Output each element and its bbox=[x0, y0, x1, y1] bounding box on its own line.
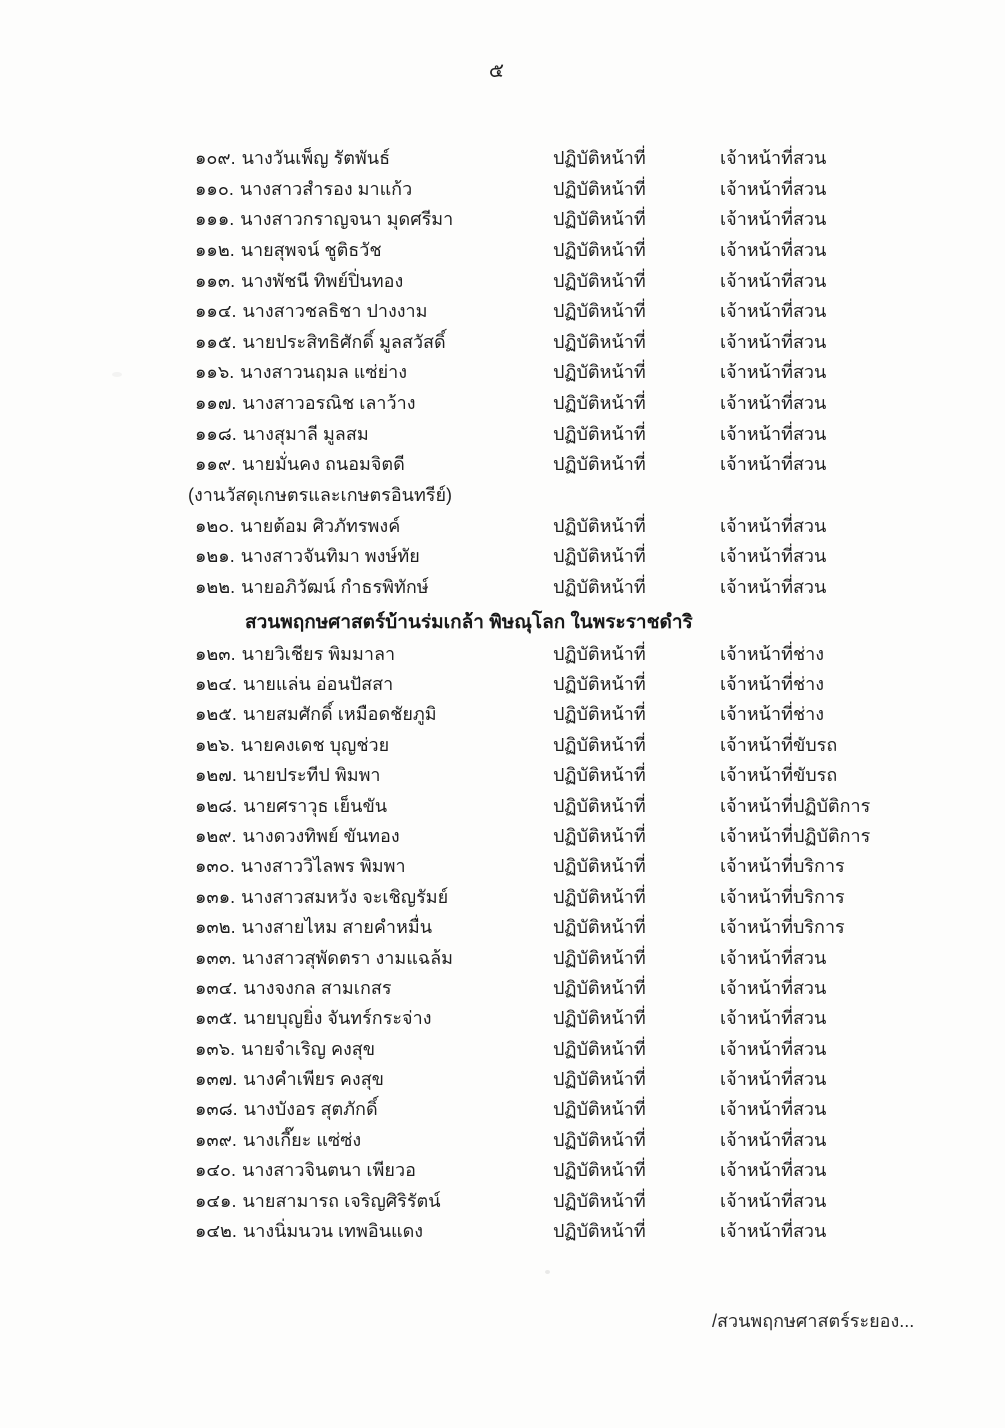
row-number-and-name bbox=[195, 357, 553, 388]
row-number: ๑๑๓. bbox=[195, 270, 236, 291]
duty-label: ปฏิบัติหน้าที่ bbox=[553, 734, 646, 755]
row-number: ๑๓๔. bbox=[195, 977, 238, 998]
row-number-and-name bbox=[195, 541, 553, 572]
row-number-and-name bbox=[195, 791, 553, 821]
duty-label: ปฏิบัติหน้าที่ bbox=[553, 765, 646, 786]
row-number: ๑๓๘. bbox=[195, 1099, 238, 1120]
person-name: นางสาวจินตนา เพียวอ bbox=[242, 1160, 416, 1181]
person-name: นางสาวนฤมล แซ่ย่าง bbox=[240, 362, 408, 383]
row-number-and-name bbox=[195, 851, 553, 881]
row-number-and-name bbox=[195, 1094, 553, 1124]
table-row bbox=[195, 419, 935, 450]
row-number: ๑๒๓. bbox=[195, 643, 236, 664]
row-number: ๑๐๙. bbox=[195, 148, 236, 168]
list-section bbox=[188, 143, 935, 603]
duty-label: ปฏิบัติหน้าที่ bbox=[553, 856, 646, 877]
row-number: ๑๑๐. bbox=[195, 178, 234, 199]
row-number: ๑๓๕. bbox=[195, 1008, 238, 1029]
table-row bbox=[195, 1216, 935, 1246]
person-name: นายวิเชียร พิมมาลา bbox=[241, 643, 396, 664]
person-name: นางสาวสุพัดตรา งามแฉล้ม bbox=[242, 947, 453, 968]
table-row bbox=[195, 851, 935, 881]
row-number: ๑๒๕. bbox=[195, 704, 237, 725]
table-row bbox=[195, 235, 935, 266]
table-row bbox=[195, 327, 935, 358]
duty-label: ปฏิบัติหน้าที่ bbox=[553, 1160, 646, 1181]
row-number: ๑๑๗. bbox=[195, 393, 237, 414]
table-row bbox=[195, 639, 935, 669]
duty-label: ปฏิบัติหน้าที่ bbox=[553, 1038, 646, 1059]
person-name: นายสุพจน์ ชูติธวัช bbox=[240, 239, 382, 260]
row-number-and-name bbox=[195, 511, 553, 542]
table-row bbox=[195, 511, 935, 542]
row-number-and-name bbox=[195, 143, 553, 174]
duty-label: ปฏิบัติหน้าที่ bbox=[553, 178, 646, 199]
row-number-and-name bbox=[195, 912, 553, 942]
row-number: ๑๔๑. bbox=[195, 1190, 237, 1211]
row-number-and-name bbox=[195, 1186, 553, 1216]
row-number: ๑๒๔. bbox=[195, 674, 237, 694]
row-number: ๑๒๒. bbox=[195, 576, 236, 597]
row-number-and-name bbox=[195, 973, 553, 1003]
position-label: เจ้าหน้าที่สวน bbox=[720, 546, 827, 567]
table-row bbox=[195, 882, 935, 912]
position-label: เจ้าหน้าที่สวน bbox=[720, 1069, 827, 1090]
duty-label: ปฏิบัติหน้าที่ bbox=[553, 917, 646, 938]
duty-label: ปฏิบัติหน้าที่ bbox=[553, 643, 646, 664]
position-label: เจ้าหน้าที่สวน bbox=[720, 331, 827, 352]
person-name: นางสาวอรณิช เลาว้าง bbox=[242, 393, 416, 414]
person-name: นายแล่น อ่อนปัสสา bbox=[242, 674, 394, 694]
row-number-and-name bbox=[195, 669, 553, 699]
table-row bbox=[195, 1003, 935, 1033]
row-number-and-name bbox=[195, 699, 553, 729]
scan-artifact bbox=[545, 1270, 550, 1274]
position-label: เจ้าหน้าที่สวน bbox=[720, 1160, 827, 1181]
row-number-and-name bbox=[195, 449, 553, 480]
person-name: นายจำเริญ คงสุข bbox=[241, 1038, 376, 1059]
table-row bbox=[195, 572, 935, 603]
row-number-and-name bbox=[195, 174, 553, 205]
position-label: เจ้าหน้าที่สวน bbox=[720, 576, 827, 597]
duty-label: ปฏิบัติหน้าที่ bbox=[553, 148, 646, 168]
person-name: นายสามารถ เจริญศิริรัตน์ bbox=[242, 1190, 441, 1211]
table-row bbox=[195, 357, 935, 388]
row-number: ๑๓๒. bbox=[195, 917, 236, 938]
row-number: ๑๑๘. bbox=[195, 423, 237, 444]
person-name: นางคำเพียร คงสุข bbox=[243, 1069, 384, 1090]
table-row bbox=[195, 973, 935, 1003]
duty-label: ปฏิบัติหน้าที่ bbox=[553, 270, 646, 291]
duty-label: ปฏิบัติหน้าที่ bbox=[553, 674, 646, 694]
table-row bbox=[195, 730, 935, 760]
position-label: เจ้าหน้าที่สวน bbox=[720, 454, 827, 475]
person-name: นายประสิทธิศักดิ์ มูลสวัสดิ์ bbox=[242, 331, 446, 352]
row-number-and-name bbox=[195, 1125, 553, 1155]
table-row bbox=[195, 204, 935, 235]
table-row bbox=[195, 388, 935, 419]
row-number-and-name bbox=[195, 1064, 553, 1094]
person-name: นายสมศักดิ์ เหมือดชัยภูมิ bbox=[242, 704, 437, 725]
duty-label: ปฏิบัติหน้าที่ bbox=[553, 1190, 646, 1211]
position-label: เจ้าหน้าที่สวน bbox=[720, 1008, 827, 1029]
position-label: เจ้าหน้าที่สวน bbox=[720, 1129, 827, 1150]
position-label: เจ้าหน้าที่บริการ bbox=[720, 886, 845, 907]
position-label: เจ้าหน้าที่บริการ bbox=[720, 856, 845, 877]
table-row bbox=[195, 1034, 935, 1064]
row-number-and-name bbox=[195, 730, 553, 760]
duty-label: ปฏิบัติหน้าที่ bbox=[553, 454, 646, 475]
person-name: นายมั่นคง ถนอมจิตดี bbox=[242, 454, 405, 475]
table-row bbox=[195, 699, 935, 729]
staff-list bbox=[188, 143, 935, 1246]
person-name: นางสายไหม สายคำหมื่น bbox=[241, 917, 433, 938]
row-number-and-name bbox=[195, 639, 553, 669]
row-number: ๑๒๐. bbox=[195, 515, 235, 536]
person-name: นายคงเดช บุญช่วย bbox=[240, 734, 390, 755]
row-number: ๑๑๔. bbox=[195, 301, 237, 322]
section-header: สวนพฤกษศาสตร์บ้านร่มเกล้า พิษณุโลก ในพระราชดำริ bbox=[245, 611, 693, 633]
position-label: เจ้าหน้าที่สวน bbox=[720, 1038, 827, 1059]
table-row bbox=[195, 296, 935, 327]
position-label: เจ้าหน้าที่สวน bbox=[720, 515, 827, 536]
row-number: ๑๔๐. bbox=[195, 1160, 237, 1181]
row-number-and-name bbox=[195, 1003, 553, 1033]
position-label: เจ้าหน้าที่บริการ bbox=[720, 917, 845, 938]
duty-label: ปฏิบัติหน้าที่ bbox=[553, 576, 646, 597]
duty-label: ปฏิบัติหน้าที่ bbox=[553, 423, 646, 444]
duty-label: ปฏิบัติหน้าที่ bbox=[553, 1221, 646, 1242]
row-number-and-name bbox=[195, 1216, 553, 1246]
row-note: (งานวัสดุเกษตรและเกษตรอินทรีย์) bbox=[188, 485, 453, 506]
duty-label: ปฏิบัติหน้าที่ bbox=[553, 301, 646, 322]
row-number: ๑๓๐. bbox=[195, 856, 235, 877]
row-number-and-name bbox=[195, 1034, 553, 1064]
row-number-and-name bbox=[195, 943, 553, 973]
position-label: เจ้าหน้าที่สวน bbox=[720, 362, 827, 383]
person-name: นายต้อม ศิวภัทรพงค์ bbox=[240, 515, 401, 536]
duty-label: ปฏิบัติหน้าที่ bbox=[553, 795, 646, 816]
person-name: นางสาวสำรอง มาแก้ว bbox=[239, 178, 413, 199]
row-number-and-name bbox=[195, 266, 553, 297]
position-label: เจ้าหน้าที่สวน bbox=[720, 947, 827, 968]
row-number: ๑๑๙. bbox=[195, 454, 237, 475]
person-name: นายบุญยิ่ง จันทร์กระจ่าง bbox=[243, 1008, 432, 1029]
table-row bbox=[195, 1125, 935, 1155]
duty-label: ปฏิบัติหน้าที่ bbox=[553, 825, 646, 846]
row-number-and-name bbox=[195, 204, 553, 235]
row-number: ๑๑๕. bbox=[195, 331, 237, 352]
position-label: เจ้าหน้าที่ขับรถ bbox=[720, 765, 838, 786]
row-number: ๑๓๓. bbox=[195, 947, 237, 968]
position-label: เจ้าหน้าที่ช่าง bbox=[720, 643, 825, 664]
person-name: นางสาววิไลพร พิมพา bbox=[240, 856, 406, 877]
position-label: เจ้าหน้าที่สวน bbox=[720, 239, 827, 260]
row-number-and-name bbox=[195, 235, 553, 266]
duty-label: ปฏิบัติหน้าที่ bbox=[553, 209, 646, 230]
row-number: ๑๓๖. bbox=[195, 1038, 236, 1059]
row-number: ๑๒๙. bbox=[195, 825, 237, 846]
table-row bbox=[195, 1094, 935, 1124]
row-number-and-name bbox=[195, 327, 553, 358]
position-label: เจ้าหน้าที่สวน bbox=[720, 1190, 827, 1211]
duty-label: ปฏิบัติหน้าที่ bbox=[553, 704, 646, 725]
position-label: เจ้าหน้าที่สวน bbox=[720, 1099, 827, 1120]
table-row bbox=[195, 266, 935, 297]
person-name: นางจงกล สามเกสร bbox=[243, 977, 392, 998]
row-number-and-name bbox=[195, 388, 553, 419]
row-number: ๑๔๒. bbox=[195, 1221, 237, 1242]
row-number: ๑๑๒. bbox=[195, 239, 235, 260]
row-number-and-name bbox=[195, 760, 553, 790]
position-label: เจ้าหน้าที่สวน bbox=[720, 178, 827, 199]
table-row bbox=[195, 541, 935, 572]
row-number-and-name bbox=[195, 296, 553, 327]
person-name: นางวันเพ็ญ รัตพันธ์ bbox=[241, 148, 391, 168]
duty-label: ปฏิบัติหน้าที่ bbox=[553, 331, 646, 352]
duty-label: ปฏิบัติหน้าที่ bbox=[553, 393, 646, 414]
row-number: ๑๑๑. bbox=[195, 209, 235, 230]
person-name: นายอภิวัฒน์ กำธรพิทักษ์ bbox=[241, 576, 429, 597]
table-row bbox=[195, 821, 935, 851]
row-number: ๑๒๖. bbox=[195, 734, 235, 755]
position-label: เจ้าหน้าที่ขับรถ bbox=[720, 734, 838, 755]
table-row bbox=[195, 791, 935, 821]
person-name: นางสุมาลี มูลสม bbox=[242, 423, 369, 444]
table-row bbox=[195, 943, 935, 973]
duty-label: ปฏิบัติหน้าที่ bbox=[553, 515, 646, 536]
person-name: นางบังอร สุตภักดิ์ bbox=[243, 1099, 378, 1120]
duty-label: ปฏิบัติหน้าที่ bbox=[553, 546, 646, 567]
duty-label: ปฏิบัติหน้าที่ bbox=[553, 239, 646, 260]
table-row bbox=[195, 449, 935, 480]
row-number: ๑๒๘. bbox=[195, 795, 238, 816]
position-label: เจ้าหน้าที่สวน bbox=[720, 1221, 827, 1242]
person-name: นางนิ่มนวน เทพอินแดง bbox=[242, 1221, 424, 1242]
list-section bbox=[195, 607, 935, 1247]
person-name: นางสาวชลธิชา ปางงาม bbox=[242, 301, 428, 322]
scan-artifact bbox=[112, 372, 122, 377]
row-number-and-name bbox=[195, 572, 553, 603]
row-number-and-name bbox=[195, 1155, 553, 1185]
row-number-and-name bbox=[195, 821, 553, 851]
position-label: เจ้าหน้าที่สวน bbox=[720, 270, 827, 291]
person-name: นางดวงทิพย์ ขันทอง bbox=[242, 825, 400, 846]
duty-label: ปฏิบัติหน้าที่ bbox=[553, 977, 646, 998]
person-name: นางเกี๊ยะ แซ่ซ่ง bbox=[242, 1129, 362, 1150]
row-number-and-name bbox=[195, 419, 553, 450]
person-name: นางสาวสมหวัง จะเชิญรัมย์ bbox=[241, 886, 449, 907]
position-label: เจ้าหน้าที่สวน bbox=[720, 423, 827, 444]
row-number: ๑๑๖. bbox=[195, 362, 235, 383]
position-label: เจ้าหน้าที่สวน bbox=[720, 977, 827, 998]
table-row bbox=[195, 143, 935, 174]
position-label: เจ้าหน้าที่สวน bbox=[720, 148, 827, 168]
table-row bbox=[195, 174, 935, 205]
position-label: เจ้าหน้าที่ช่าง bbox=[720, 674, 825, 694]
duty-label: ปฏิบัติหน้าที่ bbox=[553, 362, 646, 383]
duty-label: ปฏิบัติหน้าที่ bbox=[553, 1069, 646, 1090]
duty-label: ปฏิบัติหน้าที่ bbox=[553, 1008, 646, 1029]
person-name: นางสาวกราญจนา มุดศรีมา bbox=[240, 209, 454, 230]
table-row bbox=[195, 1064, 935, 1094]
row-number: ๑๓๑. bbox=[195, 886, 236, 907]
person-name: นายศราวุธ เย็นขัน bbox=[243, 795, 388, 816]
table-row bbox=[195, 1186, 935, 1216]
row-number-and-name bbox=[195, 882, 553, 912]
position-label: เจ้าหน้าที่ปฏิบัติการ bbox=[720, 825, 871, 846]
table-row bbox=[195, 669, 935, 699]
duty-label: ปฏิบัติหน้าที่ bbox=[553, 1099, 646, 1120]
person-name: นางพัชนี ทิพย์ปิ่นทอง bbox=[241, 270, 404, 291]
row-number: ๑๒๑. bbox=[195, 546, 235, 567]
duty-label: ปฏิบัติหน้าที่ bbox=[553, 947, 646, 968]
table-row bbox=[195, 760, 935, 790]
row-number: ๑๓๙. bbox=[195, 1129, 237, 1150]
table-row bbox=[195, 912, 935, 942]
duty-label: ปฏิบัติหน้าที่ bbox=[553, 1129, 646, 1150]
position-label: เจ้าหน้าที่ปฏิบัติการ bbox=[720, 795, 871, 816]
position-label: เจ้าหน้าที่ช่าง bbox=[720, 704, 825, 725]
duty-label: ปฏิบัติหน้าที่ bbox=[553, 886, 646, 907]
row-number: ๑๒๗. bbox=[195, 765, 237, 786]
position-label: เจ้าหน้าที่สวน bbox=[720, 209, 827, 230]
person-name: นางสาวจันทิมา พงษ์ทัย bbox=[240, 546, 420, 567]
table-row bbox=[195, 1155, 935, 1185]
person-name: นายประทีป พิมพา bbox=[242, 765, 381, 786]
row-number: ๑๓๗. bbox=[195, 1069, 238, 1090]
continuation-note: /สวนพฤกษศาสตร์ระยอง... bbox=[712, 1311, 915, 1331]
page-number: ๕ bbox=[488, 60, 505, 82]
position-label: เจ้าหน้าที่สวน bbox=[720, 393, 827, 414]
position-label: เจ้าหน้าที่สวน bbox=[720, 301, 827, 322]
